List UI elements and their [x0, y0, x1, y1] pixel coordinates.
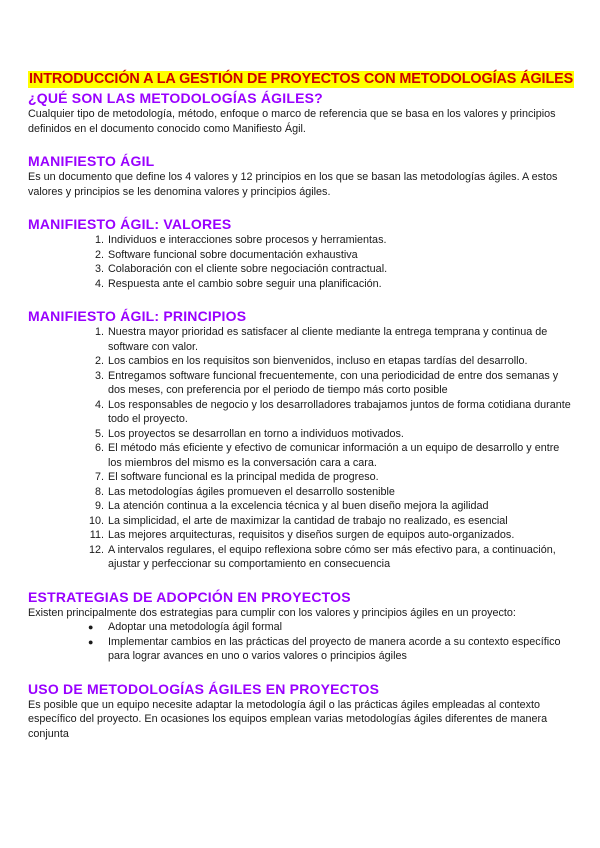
list-item: 4. Los responsables de negocio y los desarrolladores trabajamos juntos de forma cotidiana durante todo el proyecto. — [94, 398, 571, 425]
document-page — [28, 70, 576, 741]
list-item: 7. El software funcional es la principal medida de progreso. — [94, 471, 379, 483]
list-item: 1. Individuos e interacciones sobre procesos y herramientas. — [94, 234, 387, 246]
list-item: 6. El método más eficiente y efectivo de comunicar información a un equipo de desarrollo y entre los miembros del mismo es la conversación cara a cara. — [94, 442, 560, 469]
paragraph-que-son: Cualquier tipo de metodología, método, enfoque o marco de referencia que se basa en los valores y principios definidos en el documento conocido como Manifiesto Ágil. — [28, 108, 556, 135]
list-item: 1. Nuestra mayor prioridad es satisfacer al cliente mediante la entrega temprana y continua de software con valor. — [94, 326, 548, 353]
list-item: 4. Respuesta ante el cambio sobre seguir una planificación. — [94, 277, 382, 290]
document-title: INTRODUCCIÓN A LA GESTIÓN DE PROYECTOS CON METODOLOGÍAS ÁGILES — [29, 71, 574, 87]
heading-manifiesto: MANIFIESTO ÁGIL — [28, 153, 155, 169]
paragraph-manifiesto: Es un documento que define los 4 valores y 12 principios en los que se basan las metodologías ágiles. A estos valores y principios se les denomina valores y principios ágiles. — [28, 171, 558, 198]
heading-que-son: ¿QUÉ SON LAS METODOLOGÍAS ÁGILES? — [28, 90, 323, 106]
list-item: 2. Los cambios en los requisitos son bienvenidos, incluso en etapas tardías del desarrollo. — [94, 355, 528, 367]
list-item: ● Adoptar una metodología ágil formal — [88, 621, 283, 633]
principios-list — [28, 325, 576, 572]
list-item: 9. La atención continua a la excelencia técnica y al buen diseño mejora la agilidad — [94, 500, 489, 512]
heading-principios: MANIFIESTO ÁGIL: PRINCIPIOS — [28, 308, 247, 324]
list-item: 3. Entregamos software funcional frecuentemente, con una periodicidad de entre dos semanas y dos meses, con preferencia por el periodo de tiempo más corto posible — [94, 369, 559, 396]
bullet-icon: ● — [88, 622, 94, 632]
heading-uso: USO DE METODOLOGÍAS ÁGILES EN PROYECTOS — [28, 680, 380, 697]
heading-valores: MANIFIESTO ÁGIL: VALORES — [28, 216, 232, 232]
list-item: 10. La simplicidad, el arte de maximizar la cantidad de trabajo no realizado, es esencial — [88, 514, 508, 527]
list-item: 5. Los proyectos se desarrollan en torno a individuos motivados. — [94, 427, 404, 440]
paragraph-uso: Es posible que un equipo necesite adaptar la metodología ágil o las prácticas ágiles empleadas al contexto específico del proyecto. En ocasiones los equipos emplean varias metodologías ágiles diferentes de manera conjunta — [28, 698, 548, 740]
list-item: ● Implementar cambios en las prácticas del proyecto de manera acorde a su contexto específico para lograr avances en uno o varios valores o principios ágiles — [88, 635, 561, 662]
heading-estrategias: ESTRATEGIAS DE ADOPCIÓN EN PROYECTOS — [28, 588, 351, 605]
list-item: 11. Las mejores arquitecturas, requisitos y diseños surgen de equipos auto-organizados. — [89, 529, 515, 541]
list-item: 12. A intervalos regulares, el equipo reflexiona sobre cómo ser más efectivo para, a continuación, ajustar y perfeccionar su comportamiento en consecuencia — [88, 543, 556, 570]
valores-list — [28, 233, 576, 291]
list-item: 3. Colaboración con el cliente sobre negociación contractual. — [94, 263, 388, 275]
paragraph-estrategias: Existen principalmente dos estrategias para cumplir con los valores y principios ágiles en un proyecto: — [28, 606, 516, 619]
estrategias-list — [28, 620, 576, 664]
bullet-icon: ● — [88, 636, 94, 647]
list-item: 8. Las metodologías ágiles promueven el desarrollo sostenible — [94, 485, 395, 498]
list-item: 2. Software funcional sobre documentación exhaustiva — [94, 248, 358, 261]
